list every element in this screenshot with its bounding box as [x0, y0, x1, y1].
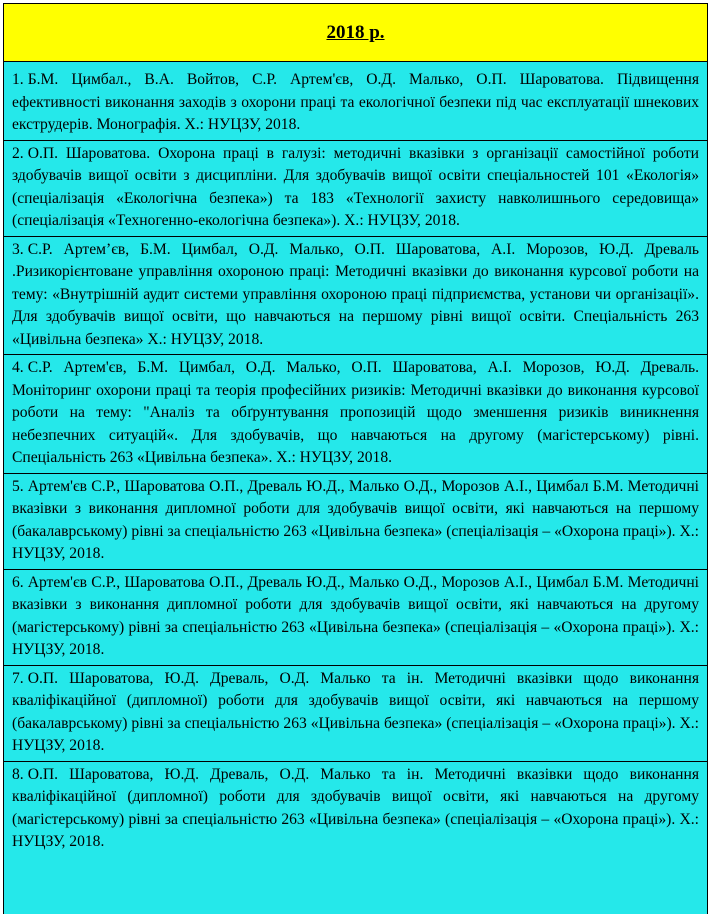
publication-text: О.П. Шароватова, Ю.Д. Древаль, О.Д. Малько та ін. Методичні вказівки щодо виконання кваліфікаційної (дипломної) роботи для здобувачів вищої освіти, які навчаються на першому (бакалаврському) рівні за спеціальністю 263 «Цивільна безпека» (спеціалізація – «Охорона праці»). Х.: НУЦЗУ, 2018. [12, 669, 699, 754]
publication-number: 4. [12, 359, 24, 376]
publication-item-7 [4, 666, 707, 762]
publications-list [4, 62, 707, 914]
publications-table [3, 3, 708, 914]
publication-text: Артем'єв С.Р., Шароватова О.П., Древаль Ю.Д., Малько О.Д., Морозов А.І., Цимбал Б.М. Методичні вказівки з виконання дипломної роботи для здобувачів вищої освіти, які навчаються на другому (магістерському) рівні за спеціальністю 263 «Цивільна безпека» (спеціалізація – «Охорона праці»). Х.: НУЦЗУ, 2018. [12, 573, 699, 658]
publication-number: 2. [12, 144, 24, 162]
publication-item-8 [4, 762, 707, 857]
publication-number: 3. [12, 240, 24, 258]
publication-item-1 [4, 67, 707, 141]
publication-text: Артем'єв С.Р., Шароватова О.П., Древаль Ю.Д., Малько О.Д., Морозов А.І., Цимбал Б.М. Методичні вказівки з виконання дипломної роботи для здобувачів вищої освіти, які навчаються на першому (бакалаврському) рівні за спеціальністю 263 «Цивільна безпека» (спеціалізація – «Охорона праці»). Х.: НУЦЗУ, 2018. [12, 477, 699, 562]
publication-number: 7. [12, 669, 24, 687]
publication-item-5 [4, 474, 707, 570]
publication-text: О.П. Шароватова, Ю.Д. Древаль, О.Д. Малько та ін. Методичні вказівки щодо виконання кваліфікаційної (дипломної) роботи для здобувачів вищої освіти, які навчаються на другому (магістерському) рівні за спеціальністю 263 «Цивільна безпека» (спеціалізація – «Охорона праці»). Х.: НУЦЗУ, 2018. [12, 765, 699, 850]
publication-text: С.Р. Артем’єв, Б.М. Цимбал, О.Д. Малько, О.П. Шароватова, А.І. Морозов, Ю.Д. Древаль .Ризикорієнтоване управління охороною праці: Методичні вказівки до виконання курсової роботи на тему: «Внутрішній аудит системи управління охороною праці підприємства, установи чи організації». Для здобувачів вищої освіти, що навчаються на першому рівні вищої освіти. Спеціальність 263 «Цивільна безпека» Х.: НУЦЗУ, 2018. [12, 240, 699, 348]
publication-item-2 [4, 141, 707, 237]
publication-item-4 [4, 355, 707, 474]
publication-text: С.Р. Артем'єв, Б.М. Цимбал, О.Д. Малько, О.П. Шароватова, А.І. Морозов, Ю.Д. Древаль. Моніторинг охорони праці та теорія професійних ризиків: Методичні вказівки до виконання курсової роботи на тему: "Аналіз та обґрунтування пропозицій щодо зменшення ризиків виникнення небезпечних ситуацій«. Для здобувачів, що навчаються на другому (магістерському) рівні. Спеціальність 263 «Цивільна безпека». Х.: НУЦЗУ, 2018. [12, 359, 699, 466]
year-header [4, 4, 707, 62]
publication-number: 5. [12, 477, 24, 495]
publication-item-6 [4, 570, 707, 666]
year-title: 2018 р. [326, 21, 385, 43]
publication-number: 6. [12, 573, 24, 591]
publication-text: Б.М. Цимбал., В.А. Войтов, С.Р. Артем'єв, О.Д. Малько, О.П. Шароватова. Підвищення ефективності виконання заходів з охорони праці та екологічної безпеки під час експлуатації шнекових екструдерів. Монографія. Х.: НУЦЗУ, 2018. [12, 71, 699, 133]
publication-number: 8. [12, 765, 24, 783]
publication-text: О.П. Шароватова. Охорона праці в галузі: методичні вказівки з організації самостійної роботи здобувачів вищої освіти з дисципліни. Для здобувачів вищої освіти спеціальностей 101 «Екологія» (спеціалізація «Екологічна безпека») та 183 «Технології захисту навколишнього середовища» (спеціалізація «Техногенно-екологічна безпека»). Х.: НУЦЗУ, 2018. [12, 144, 699, 229]
publication-item-3 [4, 237, 707, 356]
publication-number: 1. [12, 71, 24, 88]
